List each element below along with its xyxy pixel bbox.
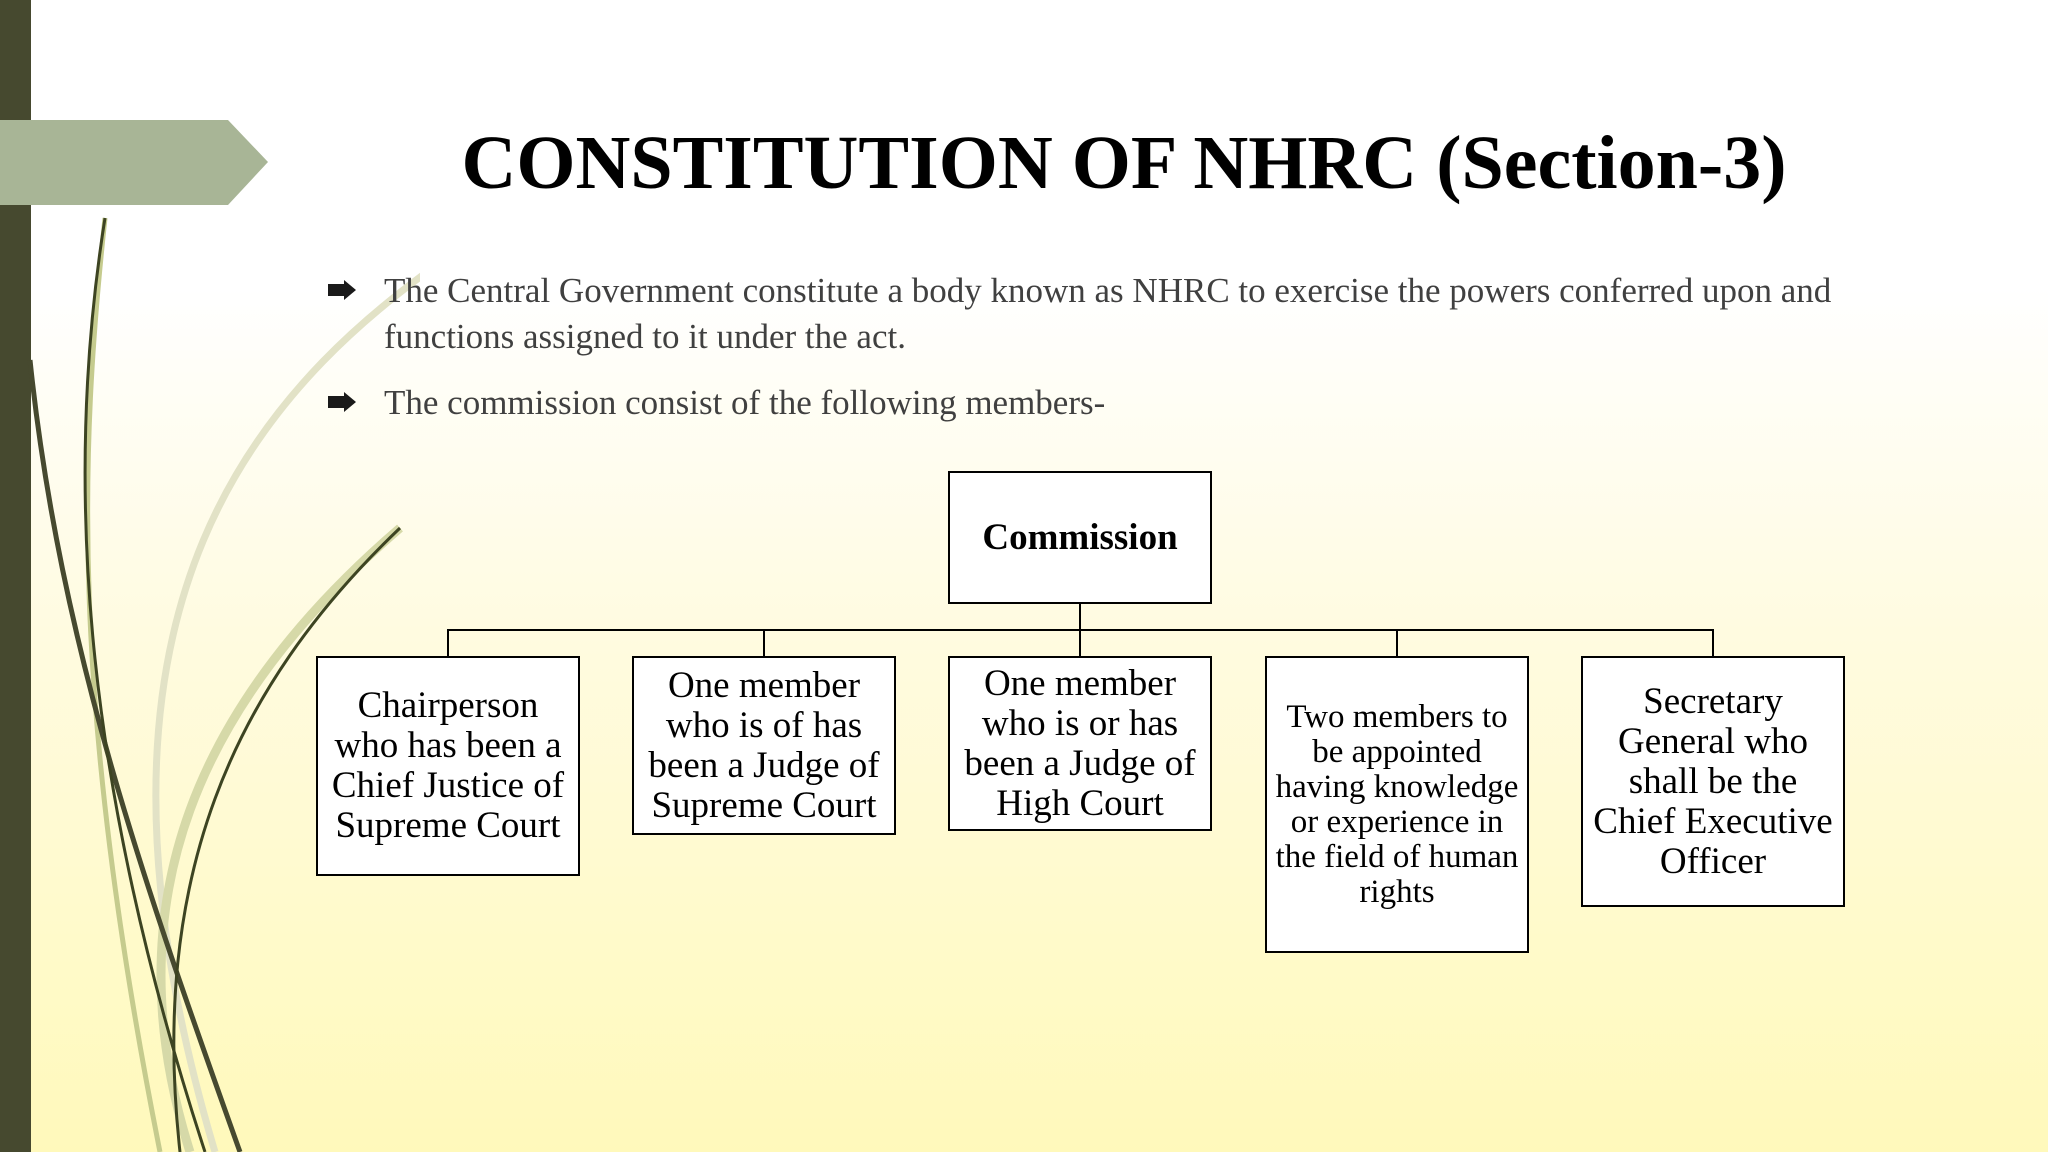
- connector-child-4: [1396, 629, 1398, 657]
- connector-child-5: [1712, 629, 1714, 657]
- connector-child-1: [447, 629, 449, 657]
- connector-root-down: [1079, 604, 1081, 630]
- slide-title: CONSTITUTION OF NHRC (Section-3): [461, 121, 1787, 205]
- bullet-text: The commission consist of the following members-: [384, 383, 1106, 422]
- connector-child-3: [1079, 629, 1081, 657]
- node-judge-supreme-court: One member who is of has been a Judge of Supreme Court: [632, 656, 896, 835]
- node-judge-high-court: One member who is or has been a Judge of High Court: [948, 656, 1212, 831]
- node-secretary-general: Secretary General who shall be the Chief Executive Officer: [1581, 656, 1845, 907]
- node-human-rights-members: Two members to be appointed having knowledge or experience in the field of human rights: [1265, 656, 1529, 953]
- node-commission: Commission: [948, 471, 1212, 604]
- node-chairperson: Chairperson who has been a Chief Justice of Supreme Court: [316, 656, 580, 876]
- bullet-text: The Central Government constitute a body known as NHRC to exercise the powers conferred upon and functions assigned to it under the act.: [384, 271, 1832, 356]
- connector-child-2: [763, 629, 765, 657]
